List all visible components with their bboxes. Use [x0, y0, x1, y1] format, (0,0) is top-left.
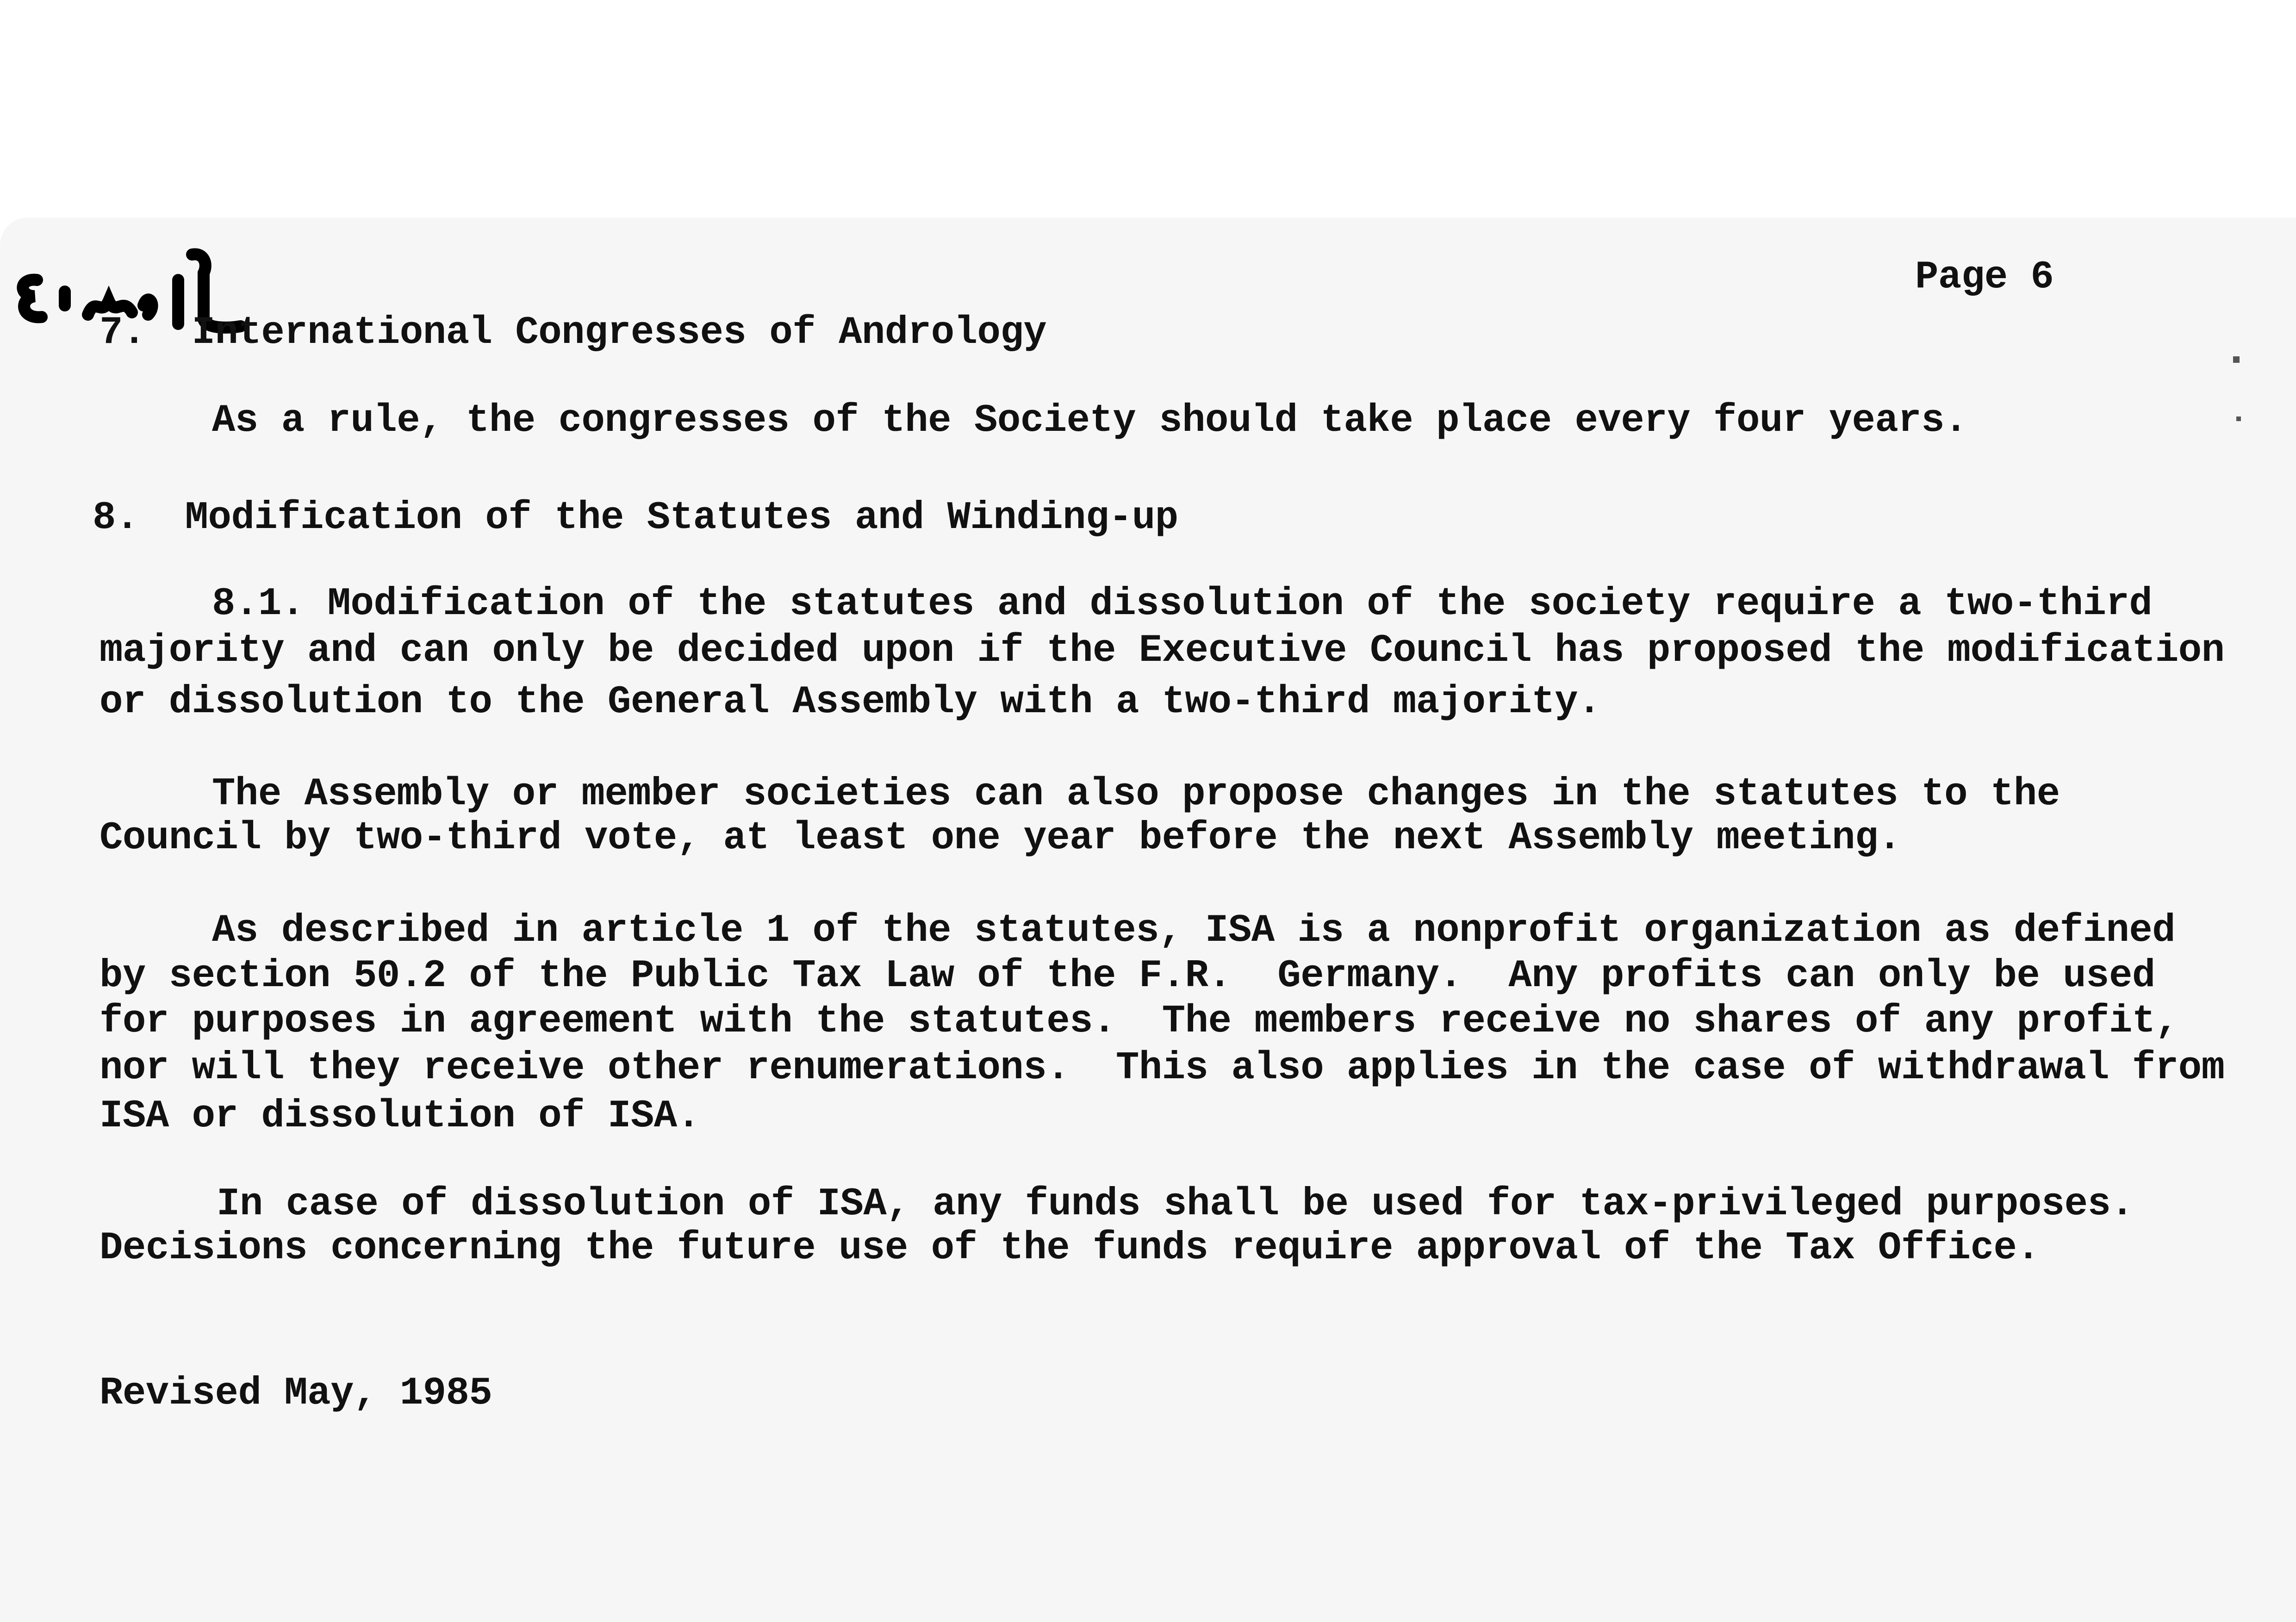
- section-7-body: As a rule, the congresses of the Society should take place every four years.: [212, 399, 1968, 443]
- paragraph-line: or dissolution to the General Assembly with a two-third majority.: [100, 680, 1601, 724]
- revision-note: Revised May, 1985: [100, 1372, 492, 1416]
- paragraph-line: ISA or dissolution of ISA.: [100, 1094, 700, 1138]
- section-8-heading: 8. Modification of the Statutes and Winding-up: [93, 496, 1178, 540]
- paragraph-line: by section 50.2 of the Public Tax Law of the F.R. Germany. Any profits can only be used: [100, 954, 2155, 998]
- section-7-heading: 7. International Congresses of Andrology: [100, 311, 1047, 355]
- paragraph-line: majority and can only be decided upon if the Executive Council has proposed the modification: [100, 629, 2225, 673]
- scan-speck: [2233, 356, 2240, 363]
- paragraph-line: for purposes in agreement with the statutes. The members receive no shares of any profit,: [100, 1000, 2178, 1044]
- page-number: Page 6: [1915, 255, 2054, 299]
- paragraph-line: Decisions concerning the future use of the funds require approval of the Tax Office.: [100, 1226, 2040, 1270]
- paragraph-line: As described in article 1 of the statutes, ISA is a nonprofit organization as defined: [212, 909, 2176, 953]
- paragraph-line: 8.1. Modification of the statutes and dissolution of the society require a two-third: [212, 582, 2153, 626]
- paragraph-line: nor will they receive other renumerations. This also applies in the case of withdrawal from: [100, 1046, 2225, 1090]
- paragraph-line: In case of dissolution of ISA, any funds shall be used for tax-privileged purposes.: [217, 1182, 2134, 1226]
- scan-speck: [2236, 416, 2241, 421]
- paragraph-line: The Assembly or member societies can also propose changes in the statutes to the: [212, 772, 2060, 816]
- paragraph-line: Council by two-third vote, at least one year before the next Assembly meeting.: [100, 816, 1901, 860]
